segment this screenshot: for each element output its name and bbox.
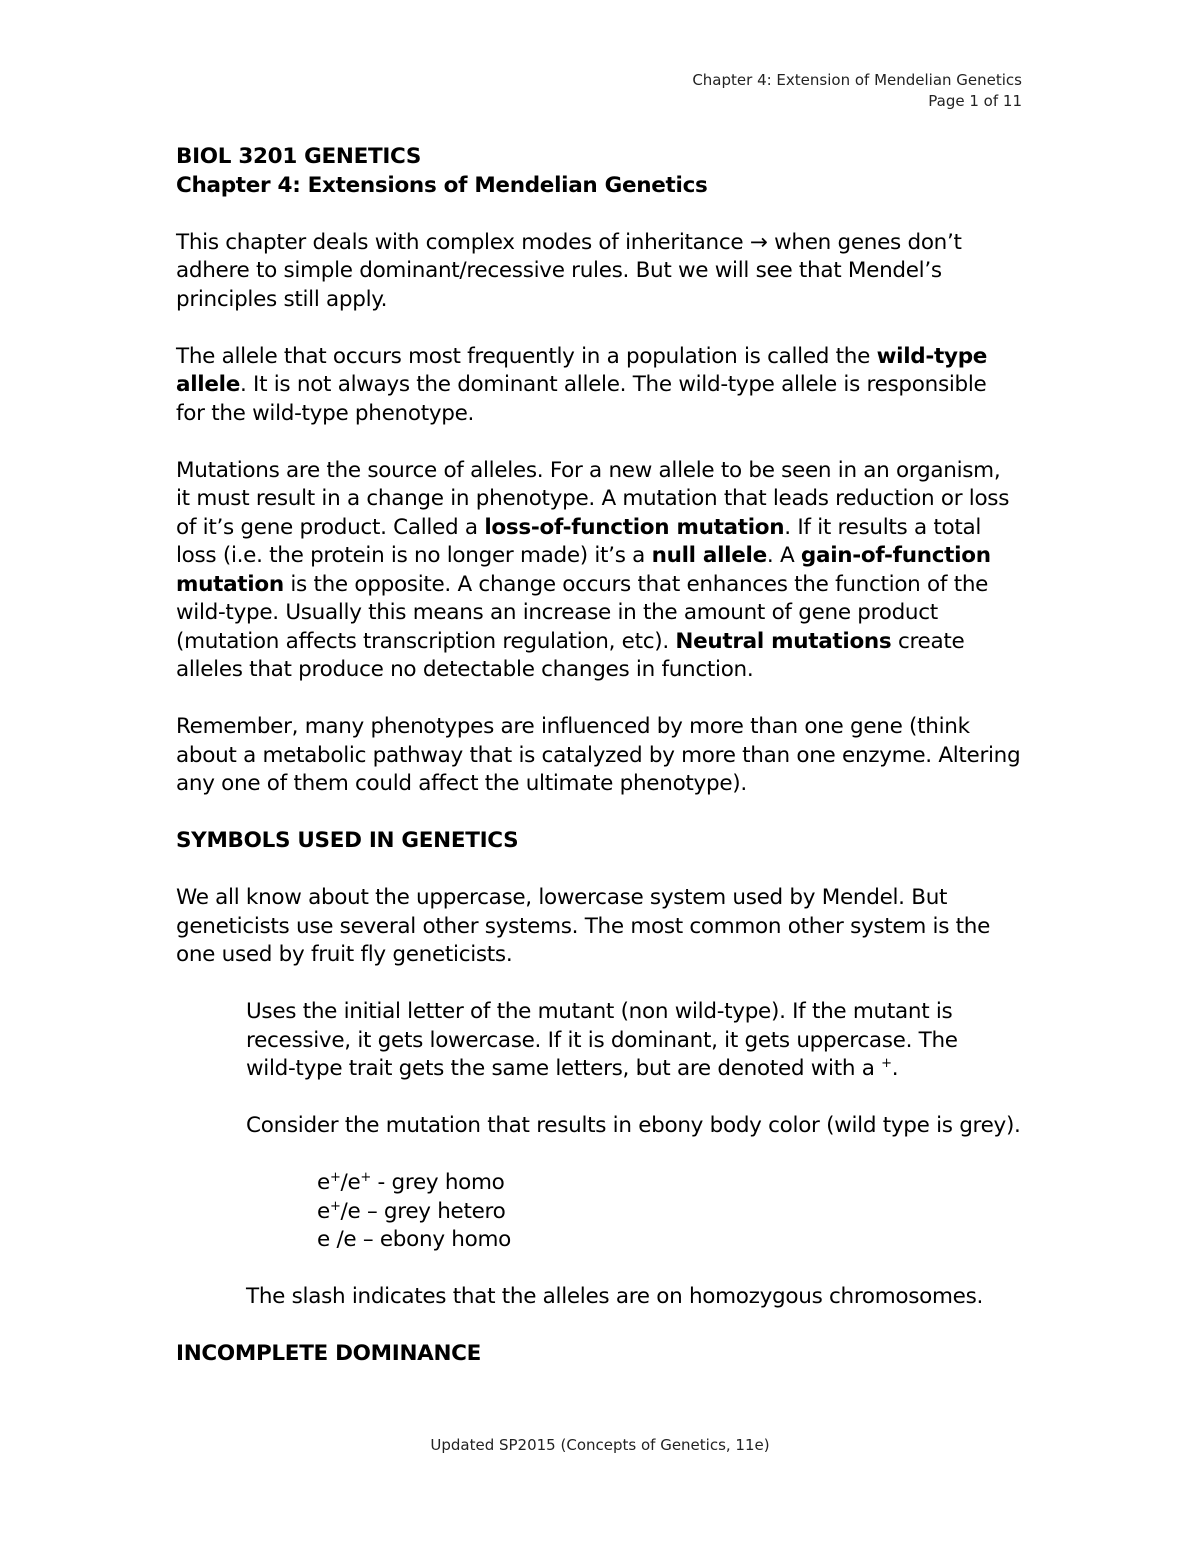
text-span: e xyxy=(317,1198,330,1224)
wildtype-line-2 xyxy=(176,371,1056,400)
symbols-line-1: We all know about the uppercase, lowercase system used by Mendel. But xyxy=(176,885,948,910)
superscript-plus: + xyxy=(881,1056,892,1071)
wildtype-line-1 xyxy=(176,343,1056,372)
remember-line-2: about a metabolic pathway that is catalyzed by more than one enzyme. Altering xyxy=(176,742,1021,768)
text-span: is the opposite. A change occurs that enhances the function of the xyxy=(283,571,989,597)
header-chapter: Chapter 4: Extension of Mendelian Genetics xyxy=(692,71,1022,89)
genotype-item xyxy=(317,1198,1056,1227)
mutations-line-5 xyxy=(176,571,1056,600)
genotype-item xyxy=(317,1226,1056,1255)
text-span: – grey hetero xyxy=(360,1198,506,1224)
incomplete-dominance-heading: INCOMPLETE DOMINANCE xyxy=(176,1341,482,1366)
course-title: BIOL 3201 GENETICS xyxy=(176,144,422,169)
text-span: e xyxy=(317,1170,330,1195)
term-gain-of-function: gain-of-function xyxy=(800,543,991,568)
wildtype-line-3: for the wild-type phenotype. xyxy=(176,400,475,426)
text-span: of it’s gene product. Called a xyxy=(176,514,485,540)
text-span: – ebony homo xyxy=(356,1227,511,1252)
symbols-heading: SYMBOLS USED IN GENETICS xyxy=(176,828,519,853)
mutations-line-7 xyxy=(176,628,1056,657)
text-span: create xyxy=(891,628,965,654)
text-span: (mutation affects transcription regulation, etc). xyxy=(176,628,676,654)
mutations-line-3 xyxy=(176,514,1056,543)
header-page-number: Page 1 of 11 xyxy=(928,92,1022,110)
intro-line-3: principles still apply. xyxy=(176,286,388,312)
term-loss-of-function: loss-of-function mutation xyxy=(484,514,785,540)
mutations-paragraph xyxy=(176,457,1056,685)
slash-note: The slash indicates that the alleles are on homozygous chromosomes. xyxy=(246,1284,984,1309)
mutations-line-6: wild-type. Usually this means an increase in the amount of gene product xyxy=(176,600,938,625)
symbols-line-2: geneticists use several other systems. The most common other system is the xyxy=(176,913,991,939)
mutations-line-4 xyxy=(176,542,1056,571)
superscript-plus: + xyxy=(329,1170,341,1185)
uses-line-2: recessive, it gets lowercase. If it is dominant, it gets uppercase. The xyxy=(246,1027,958,1053)
symbols-line-3: one used by fruit fly geneticists. xyxy=(176,942,513,967)
remember-paragraph xyxy=(176,713,1056,799)
superscript-plus: + xyxy=(360,1170,371,1185)
text-span: . A xyxy=(766,543,801,568)
wildtype-paragraph xyxy=(176,343,1056,429)
page-header xyxy=(692,70,1022,112)
text-span: loss (i.e. the protein is no longer made) it’s a xyxy=(176,543,652,568)
intro-line-1: This chapter deals with complex modes of inheritance → when genes don’t xyxy=(176,229,962,255)
symbols-paragraph xyxy=(176,884,1056,970)
text-span: /e xyxy=(340,1170,361,1195)
intro-paragraph xyxy=(176,229,1056,315)
text-span: /e xyxy=(329,1227,357,1252)
term-neutral-mutations: Neutral mutations xyxy=(675,628,892,654)
genotype-item xyxy=(317,1169,1056,1198)
remember-line-3: any one of them could affect the ultimate phenotype). xyxy=(176,771,747,796)
term-wild-type: wild-type xyxy=(876,343,988,369)
chapter-title: Chapter 4: Extensions of Mendelian Genetics xyxy=(176,172,708,198)
genotype-list xyxy=(176,1169,1056,1255)
term-allele: allele xyxy=(176,372,240,397)
intro-line-2: adhere to simple dominant/recessive rules. But we will see that Mendel’s xyxy=(176,258,942,283)
text-span: . xyxy=(891,1056,899,1081)
text-span: . It is not always the dominant allele. The wild-type allele is responsible xyxy=(239,372,987,397)
mutations-line-8: alleles that produce no detectable changes in function. xyxy=(176,657,754,682)
consider-paragraph: Consider the mutation that results in ebony body color (wild type is grey). xyxy=(246,1113,1021,1138)
mutations-line-2: it must result in a change in phenotype. A mutation that leads reduction or loss xyxy=(176,486,1010,511)
term-mutation: mutation xyxy=(176,571,284,597)
superscript-plus: + xyxy=(329,1198,341,1214)
term-null-allele: null allele xyxy=(651,543,767,568)
text-span: wild-type trait gets the same letters, but are denoted with a xyxy=(246,1056,882,1081)
text-span: e xyxy=(317,1227,330,1252)
uses-line-3 xyxy=(246,1055,1056,1084)
text-span: . If it results a total xyxy=(784,514,982,540)
remember-line-1: Remember, many phenotypes are influenced by more than one gene (think xyxy=(176,714,970,739)
uses-paragraph xyxy=(176,998,1056,1084)
mutations-line-1: Mutations are the source of alleles. For a new allele to be seen in an organism, xyxy=(176,457,1001,483)
text-span: /e xyxy=(340,1198,361,1224)
document-body xyxy=(176,143,1056,1369)
text-span: - grey homo xyxy=(371,1170,505,1195)
text-span: The allele that occurs most frequently in a population is called the xyxy=(176,343,877,369)
uses-line-1: Uses the initial letter of the mutant (non wild-type). If the mutant is xyxy=(246,999,953,1024)
page-footer: Updated SP2015 (Concepts of Genetics, 11e) xyxy=(430,1436,770,1454)
